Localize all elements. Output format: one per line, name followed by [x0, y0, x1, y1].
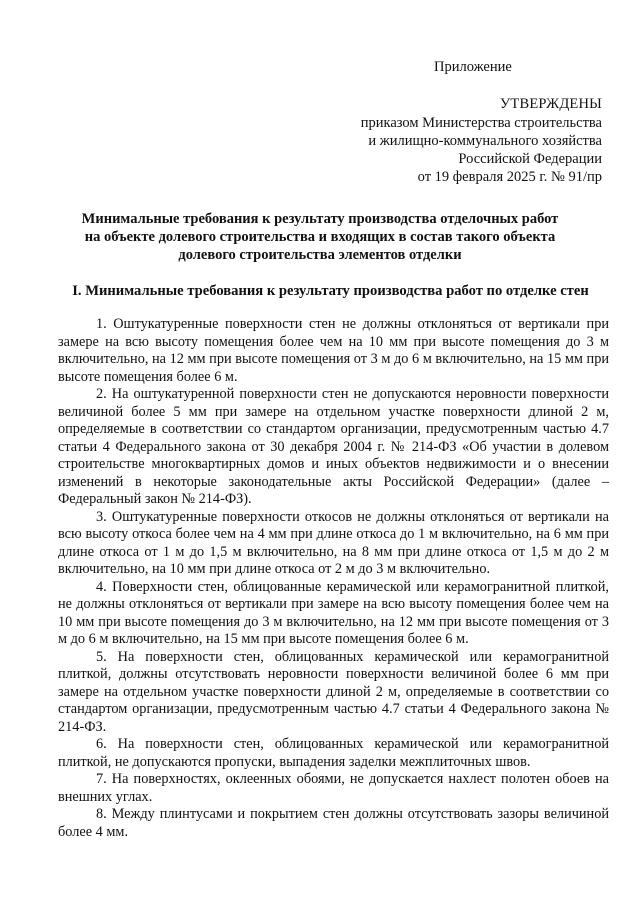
approved-title: УТВЕРЖДЕНЫ — [499, 96, 602, 112]
document-title — [56, 210, 584, 264]
appendix-label: Приложение — [434, 59, 512, 75]
paragraph-7: 7. На поверхностях, оклеенных обоями, не допускается нахлест полотен обоев на внешних углах. — [58, 771, 609, 805]
title-line: Минимальные требования к результату производства отделочных работ — [81, 211, 559, 227]
paragraph-8: 8. Между плинтусами и покрытием стен должны отсутствовать зазоры величиной более 4 мм. — [58, 806, 609, 840]
paragraph-4: 4. Поверхности стен, облицованные керамической или керамогранитной плиткой, не должны отклоняться от вертикали при замере на всю высоту помещения более чем на 10 мм при высоте помещения до 3 м включительно, на 12 мм при высоте помещения от 3 м до 6 м включительно, на 15 мм при высоте помещения более 6 м. — [58, 578, 609, 647]
paragraph-6: 6. На поверхности стен, облицованных керамической или керамогранитной плиткой, не допускаются пропуски, выпадения заделки межплиточных швов. — [58, 736, 609, 770]
approval-line: от 19 февраля 2025 г. № 91/пр — [417, 169, 602, 185]
section-body — [58, 316, 609, 841]
approval-line: Российской Федерации — [458, 151, 602, 167]
paragraph-3: 3. Оштукатуренные поверхности откосов не должны отклоняться от вертикали на всю высоту откоса более чем на 4 мм при длине откоса до 1 м включительно, на 6 мм при длине откоса от 1 м до 1,5 м включительно, на 8 мм при длине откоса от 1,5 м до 2 м включительно, на 10 мм при длине откоса от 2 м до 3 м включительно. — [58, 508, 609, 577]
title-line: долевого строительства элементов отделки — [178, 247, 462, 263]
approval-line: приказом Министерства строительства — [360, 115, 602, 131]
section-heading: I. Минимальные требования к результату производства работ по отделке стен — [72, 283, 589, 299]
paragraph-1: 1. Оштукатуренные поверхности стен не должны отклоняться от вертикали при замере на всю высоту помещения более чем на 10 мм при высоте помещения до 3 м включительно, на 12 мм при высоте помещения от 3 м до 6 м включительно, на 15 мм при высоте помещения более 6 м. — [58, 316, 609, 385]
approval-block — [302, 95, 602, 186]
paragraph-2: 2. На оштукатуренной поверхности стен не допускаются неровности поверхности величиной более 5 мм при замере на отдельном участке поверхности длиной 2 м, определяемые в соответствии со стандартом организации, предусмотренным частью 4.7 статьи 4 Федерального закона от 30 декабря 2004 г. № 214-ФЗ «Об участии в долевом строительстве многоквартирных домов и иных объектов недвижимости и о внесении изменений в некоторые законодательные акты Российской Федерации» (далее – Федеральный закон № 214-ФЗ). — [58, 386, 609, 507]
paragraph-5: 5. На поверхности стен, облицованных керамической или керамогранитной плиткой, должны отсутствовать неровности поверхности величиной более 6 мм при замере на отдельном участке поверхности длиной 2 м, определяемые в соответствии со стандартом организации, предусмотренным частью 4.7 статьи 4 Федерального закона № 214-ФЗ. — [58, 648, 609, 735]
title-line: на объекте долевого строительства и входящих в состав такого объекта — [84, 229, 556, 245]
approval-line: и жилищно-коммунального хозяйства — [368, 133, 602, 149]
